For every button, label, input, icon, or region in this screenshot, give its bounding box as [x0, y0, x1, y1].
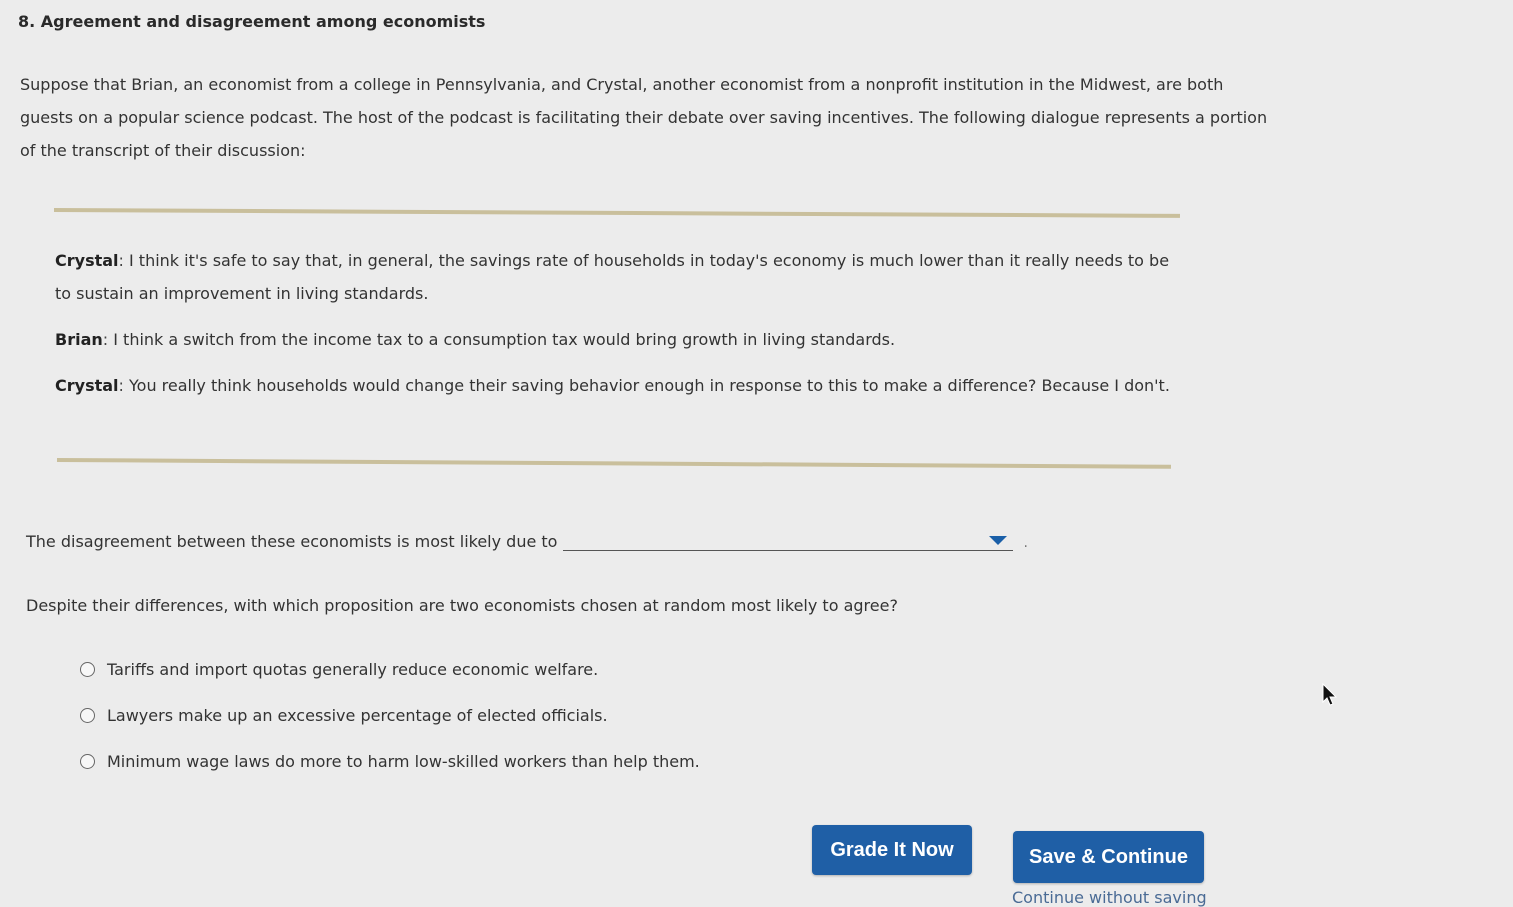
chevron-down-icon[interactable]: [989, 536, 1007, 545]
disagreement-question: [26, 530, 1028, 551]
question-intro: Suppose that Brian, an economist from a college in Pennsylvania, and Crystal, another economist from a nonprofit institution in the Midwest, are both guests on a popular science podcast. The host of the podcast is facilitating their debate over saving incentives. The following dialogue represents a portion of the transcript of their discussion:: [20, 75, 1268, 160]
option-label: Minimum wage laws do more to harm low-skilled workers than help them.: [107, 751, 700, 771]
option-label: Tariffs and import quotas generally reduce economic welfare.: [107, 659, 599, 679]
grade-it-now-button[interactable]: Grade It Now: [812, 825, 972, 875]
dialogue-bottom-divider: [57, 458, 1171, 469]
agreement-options: [80, 646, 700, 784]
speaker-name: Crystal: [55, 251, 119, 270]
continue-without-saving-link[interactable]: Continue without saving: [1012, 888, 1207, 907]
dialogue-text: I think it's safe to say that, in general, the savings rate of households in today's economy is much lower than it really needs to be to sustain an improvement in living standards.: [55, 251, 1170, 303]
dialogue-top-divider: [54, 208, 1180, 218]
trailing-period: .: [1023, 535, 1028, 551]
disagreement-prompt: The disagreement between these economists is most likely due to: [26, 532, 558, 551]
disagreement-dropdown[interactable]: [563, 530, 1013, 551]
speaker-name: Brian: [55, 330, 103, 349]
dialogue-line: Brian: I think a switch from the income tax to a consumption tax would bring growth in living standards.: [55, 330, 896, 349]
radio-button[interactable]: [80, 708, 95, 723]
speaker-name: Crystal: [55, 376, 119, 395]
dialogue-text: I think a switch from the income tax to a consumption tax would bring growth in living standards.: [113, 330, 896, 349]
dialogue-text: You really think households would change their saving behavior enough in response to this to make a difference? Because I don't.: [129, 376, 1170, 395]
dialogue-transcript: [55, 244, 1185, 415]
radio-button[interactable]: [80, 662, 95, 677]
option-label: Lawyers make up an excessive percentage of elected officials.: [107, 705, 608, 725]
save-and-continue-button[interactable]: Save & Continue: [1013, 831, 1204, 883]
dialogue-line: Crystal: You really think households would change their saving behavior enough in response to this to make a difference? Because I don't.: [55, 376, 1170, 395]
agreement-question-prompt: Despite their differences, with which proposition are two economists chosen at random most likely to agree?: [26, 596, 898, 615]
dialogue-line: Crystal: I think it's safe to say that, in general, the savings rate of households in today's economy is much lower than it really needs to be to sustain an improvement in living standards.: [55, 251, 1170, 303]
question-title: 8. Agreement and disagreement among economists: [18, 12, 486, 31]
radio-option-lawyers[interactable]: [80, 692, 700, 738]
mouse-pointer-icon: [1322, 683, 1338, 707]
radio-button[interactable]: [80, 754, 95, 769]
radio-option-tariffs[interactable]: [80, 646, 700, 692]
radio-option-minimum-wage[interactable]: [80, 738, 700, 784]
